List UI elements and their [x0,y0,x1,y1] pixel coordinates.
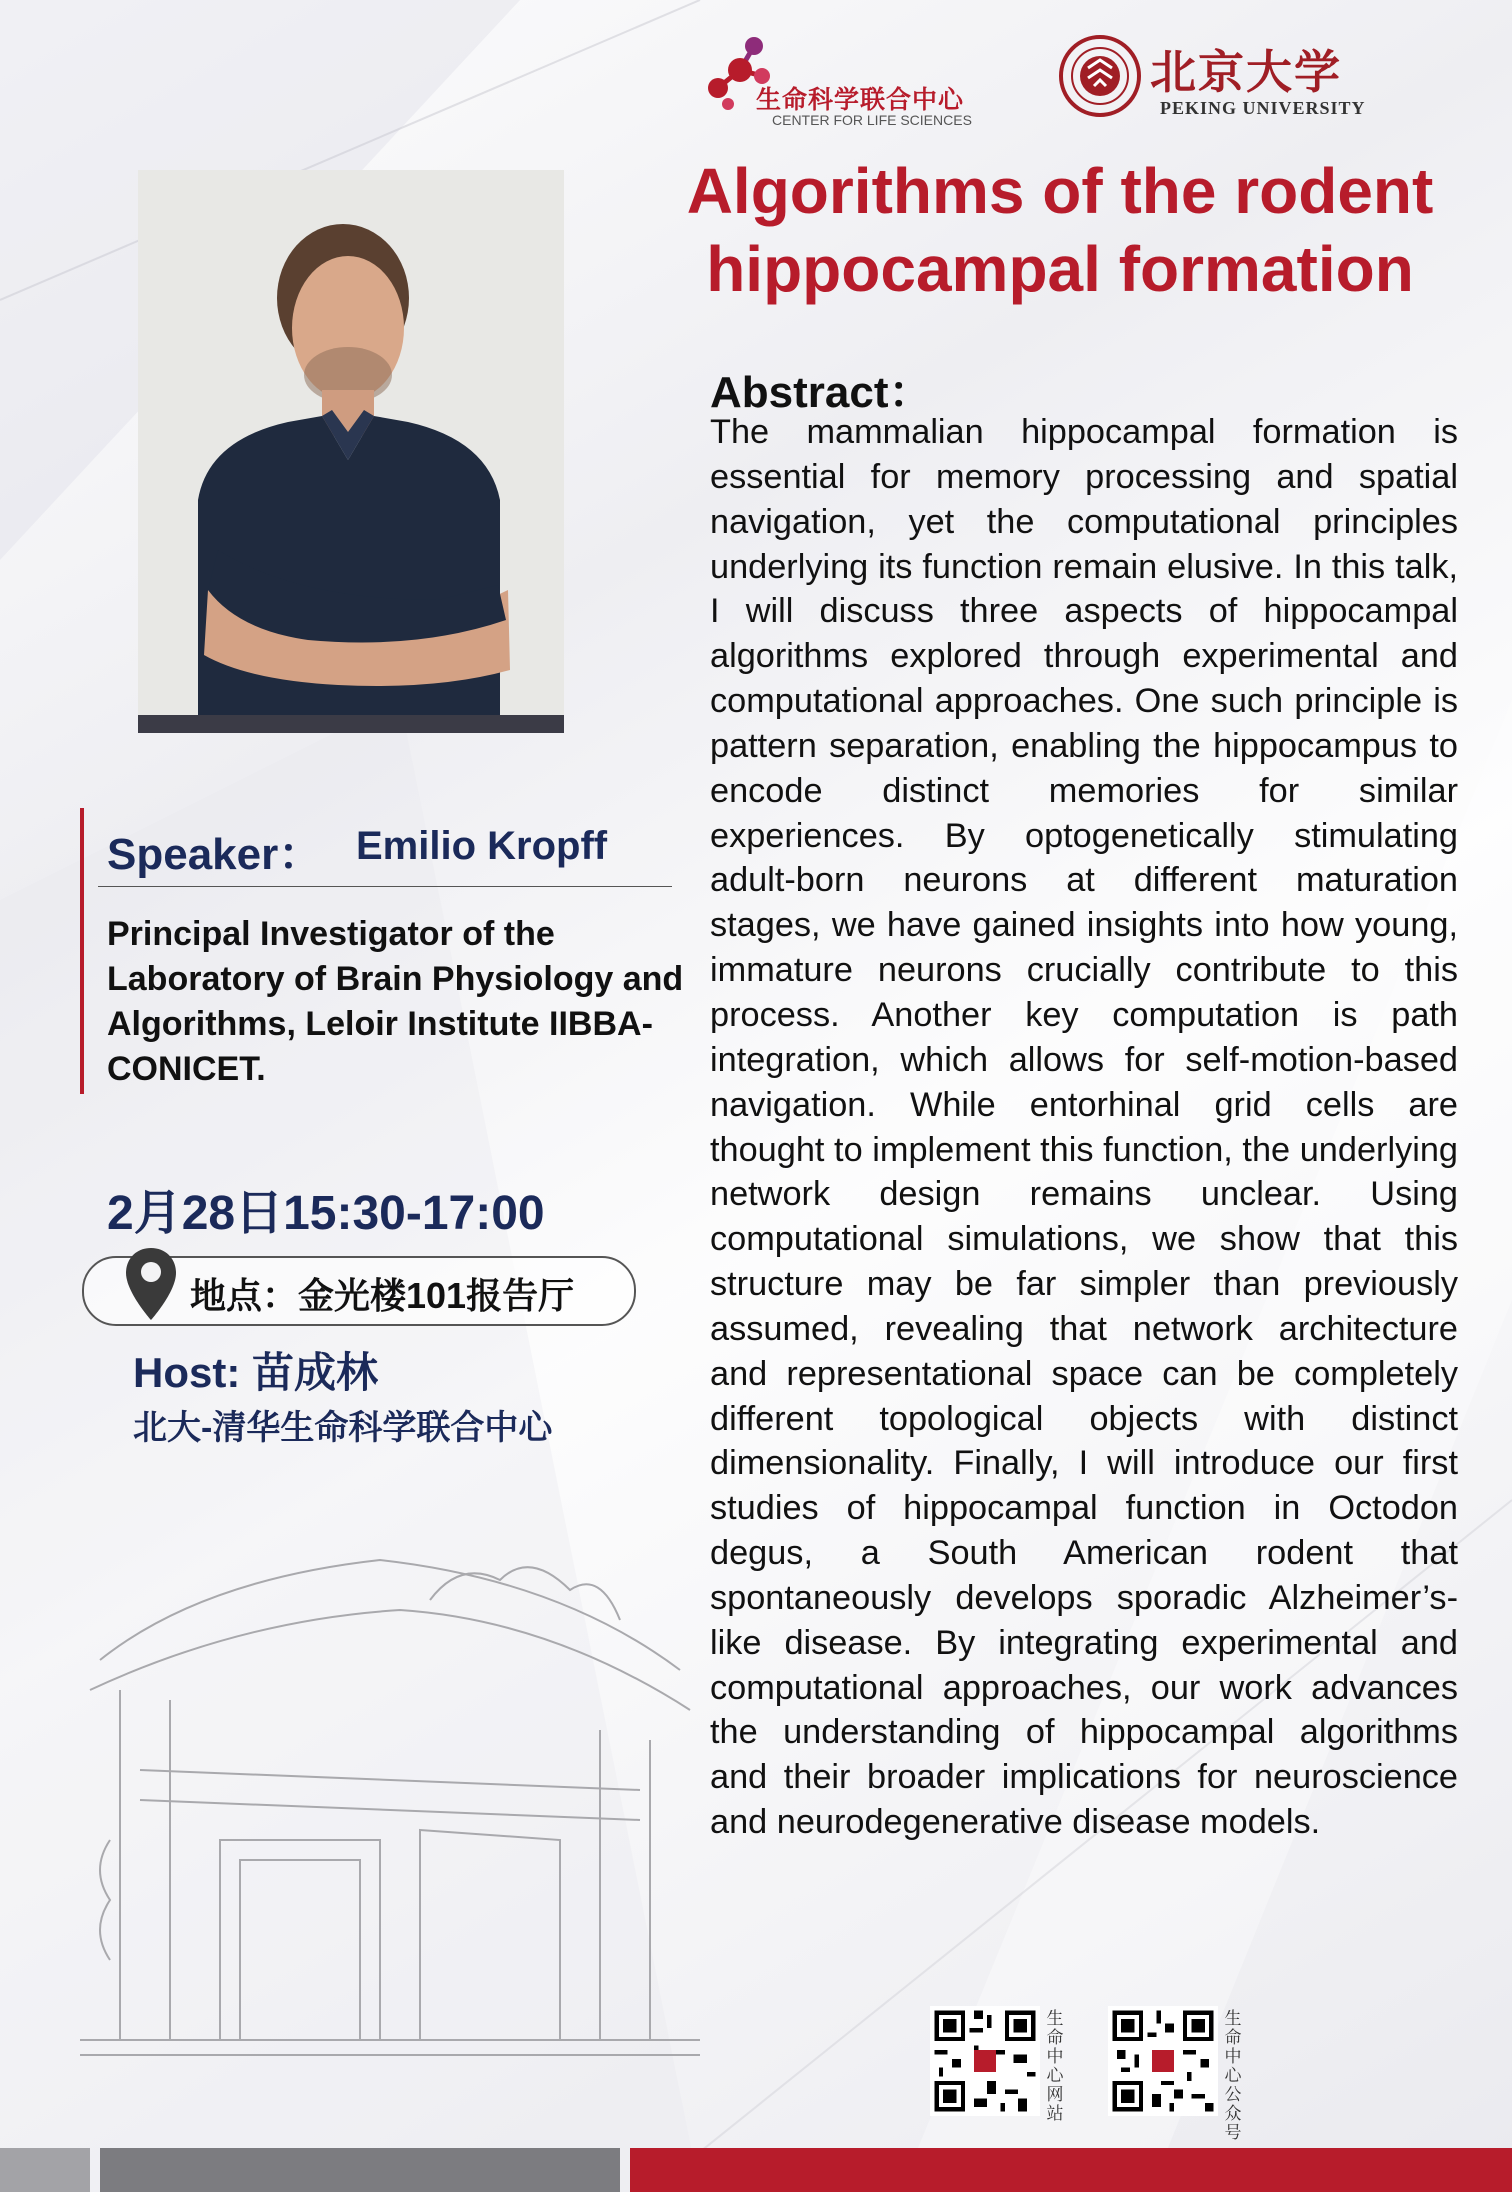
speaker-photo [138,170,564,733]
event-date-time: 2月28日15:30-17:00 [107,1187,545,1240]
cls-logo-subtitle: CENTER FOR LIFE SCIENCES [772,112,972,128]
speaker-affiliation: Principal Investigator of the Laboratory of Brain Physiology and Algorithms, Leloir Institute IIBBA-CONICET. [107,915,684,1088]
bottom-bar-segment [100,2148,620,2192]
divider [98,886,672,887]
event-venue: 地点：金光楼101报告厅 [190,1275,575,1316]
event-host: Host: 苗成林 [133,1349,378,1396]
pku-logo [1058,30,1366,130]
host-organization: 北大-清华生命科学联合中心 [133,1409,553,1447]
location-pin-icon [124,1246,178,1322]
speaker-accent-bar [80,808,84,1094]
cls-logo [698,30,972,130]
speaker-name: Emilio Kropff [356,824,608,868]
pku-chinese-name: 北京大学 [1150,45,1342,99]
gate-illustration [80,1540,700,2100]
pku-seal-icon [1058,34,1142,118]
pku-english-name: PEKING UNIVERSITY [1160,98,1366,118]
talk-title: Algorithms of the rodent hippocampal formation [686,155,1434,305]
abstract-heading: Abstract： [710,368,933,417]
speaker-label: Speaker： [107,830,323,879]
qr-caption-wechat: 生命中心公众号 [1224,2009,1242,2143]
qr-caption-website: 生命中心网站 [1046,2009,1064,2124]
bottom-color-bar [0,2148,1512,2192]
bottom-bar-segment [630,2148,1512,2192]
qr-code-wechat[interactable] [1108,2006,1218,2116]
bottom-bar-segment [0,2148,90,2192]
cls-logo-title: 生命科学联合中心 [756,86,965,114]
qr-code-website[interactable] [930,2006,1040,2116]
abstract-text: The mammalian hippocampal formation is essential for memory processing and spatial navigation, yet the computational principles underlying its function remain elusive. In this talk, I will discuss three aspects of hippocampal algorithms explored through experimental and computational approaches. One such principle is pattern separation, enabling the hippocampus to encode distinct memories for similar experiences. By optogenetically stimulating adult-born neurons at different maturation stages, we have gained insights into how young, immature neurons crucially contribute to this process. Another key computation is path integration, which allows for self-motion-based navigation. While entorhinal grid cells are thought to implement this function, the underlying network design remains unclear. Using computational simulations, we show that this structure may be far simpler than previously assumed, revealing that network architecture and representational space can be completely different topological objects with distinct dimensionality. Finally, I will introduce our first studies of hippocampal function in Octodon degus, a South American rodent that spontaneously develops sporadic Alzheimer’s-like disease. By integrating experimental and computational approaches, our work advances the understanding of hippocampal algorithms and their broader implications for neuroscience and neurodegenerative disease models. [710,413,1458,1842]
